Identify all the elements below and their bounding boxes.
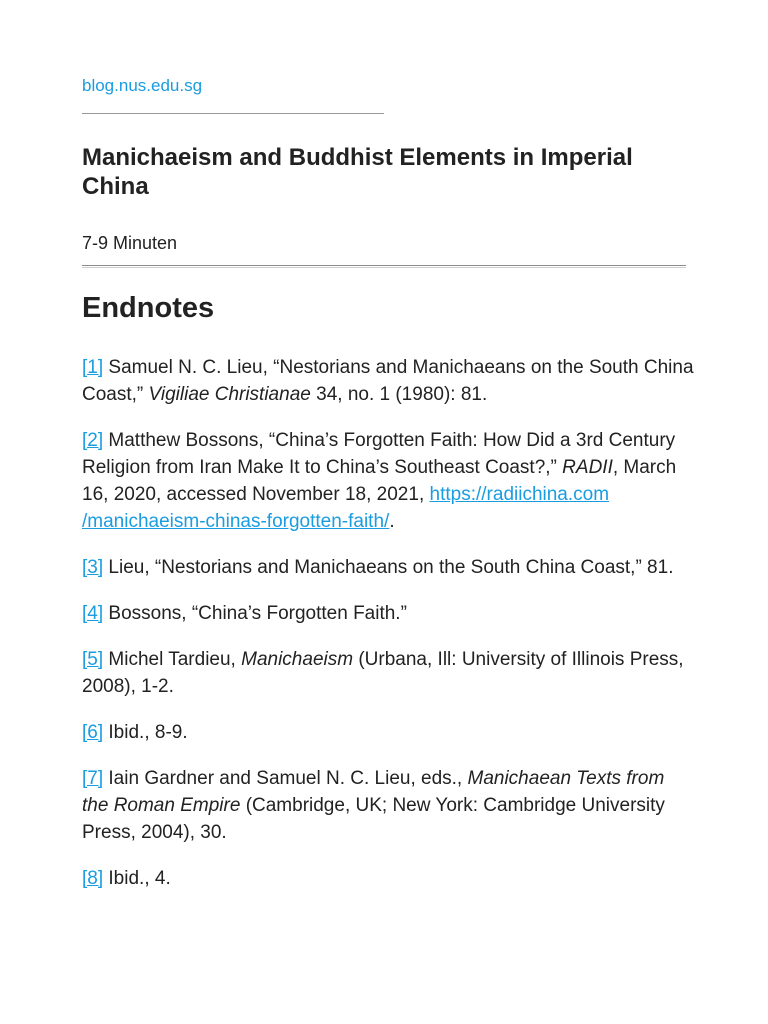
- endnote-3: [82, 554, 694, 581]
- source-divider: [82, 113, 384, 114]
- endnote-ref-link[interactable]: [1]: [82, 357, 104, 378]
- endnote-text: Ibid., 8-9.: [108, 722, 188, 743]
- endnote-text: Michel Tardieu,: [108, 649, 236, 670]
- endnote-text: , March 16, 2020, accessed November 18, 2021,: [82, 457, 677, 505]
- endnote-ref-link[interactable]: [5]: [82, 649, 104, 670]
- article-title: Manichaeism and Buddhist Elements in Imperial China: [82, 144, 633, 200]
- endnote-8: [82, 865, 694, 892]
- endnote-ref-link[interactable]: [3]: [82, 557, 104, 578]
- endnote-ref-link[interactable]: [2]: [82, 430, 104, 451]
- endnote-text: Samuel N. C. Lieu, “Nestorians and Manichaeans on the South China Coast,”: [82, 357, 694, 405]
- endnote-text: (Urbana, Ill: University of Illinois Press, 2008), 1-2.: [82, 649, 684, 697]
- endnote-ref-link[interactable]: [6]: [82, 722, 104, 743]
- endnote-4: [82, 600, 694, 627]
- endnote-text: 34, no. 1 (1980): 81.: [316, 384, 488, 405]
- endnote-text: .: [389, 511, 395, 532]
- section-heading: Endnotes: [82, 292, 215, 324]
- endnote-title-italic: Vigiliae Christianae: [148, 384, 311, 405]
- endnote-text: Iain Gardner and Samuel N. C. Lieu, eds.,: [108, 768, 463, 789]
- endnote-ref-link[interactable]: [8]: [82, 868, 104, 889]
- endnote-7: [82, 765, 694, 846]
- endnote-title-italic: RADII: [562, 457, 613, 478]
- endnote-6: [82, 719, 694, 746]
- endnote-5: [82, 646, 694, 700]
- source-link[interactable]: blog.nus.edu.sg: [82, 76, 203, 95]
- endnote-2: [82, 427, 694, 535]
- endnote-text: Matthew Bossons, “China’s Forgotten Faith: How Did a 3rd Century Religion from Iran Make It to China’s Southeast Coast?,”: [82, 430, 676, 478]
- endnote-url-link[interactable]: https://radiichina.com: [429, 484, 610, 505]
- endnote-text: Ibid., 4.: [108, 868, 171, 889]
- endnote-title-italic: Manichaean Texts from the Roman Empire: [82, 768, 665, 816]
- endnote-ref-link[interactable]: [7]: [82, 768, 104, 789]
- header-divider: [82, 265, 686, 268]
- endnote-text: Bossons, “China’s Forgotten Faith.”: [108, 603, 407, 624]
- endnote-text: (Cambridge, UK; New York: Cambridge University Press, 2004), 30.: [82, 795, 665, 843]
- endnote-title-italic: Manichaeism: [241, 649, 354, 670]
- endnote-ref-link[interactable]: [4]: [82, 603, 104, 624]
- endnote-url-link-continued[interactable]: /manichaeism-chinas-forgotten-faith/: [82, 511, 390, 532]
- endnotes-list: [82, 354, 694, 911]
- endnote-1: [82, 354, 694, 408]
- reading-time: 7-9 Minuten: [82, 233, 178, 253]
- endnote-text: Lieu, “Nestorians and Manichaeans on the South China Coast,” 81.: [108, 557, 674, 578]
